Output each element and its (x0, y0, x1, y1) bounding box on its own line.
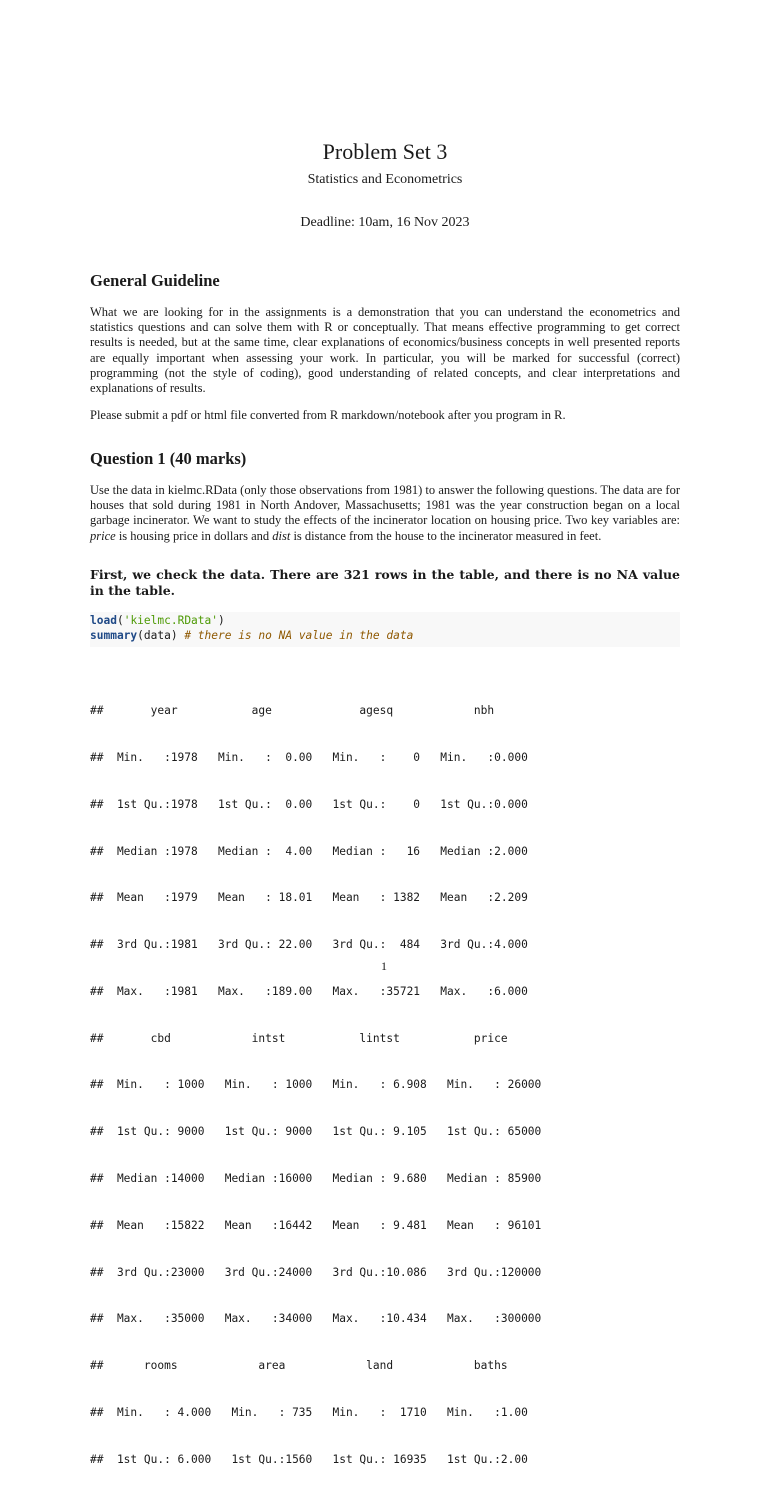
output-line: ## 3rd Qu.:23000 3rd Qu.:24000 3rd Qu.:10.086 3rd Qu.:120000 (90, 1265, 555, 1279)
code-line-load: load('kielmc.RData') (90, 614, 225, 627)
intro-text-2: is housing price in dollars and (115, 528, 273, 543)
guideline-paragraph: What we are looking for in the assignments is a demonstration that you can understand the econometrics and statistics questions and can solve them with R or conceptually. That means effective programming to get correct results is needed, but at the same time, clear explanations of economics/business concepts in well presented reports are equally important when assessing your work. In particular, you will be marked for successful (correct) programming (not the style of coding), good understanding of related concepts, and clear interpretations and explanations of results. (90, 305, 680, 396)
intro-text-1: Use the data in kielmc.RData (only those observations from 1981) to answer the following questions. The data are for houses that sold during 1981 in North Andover, Massachusetts; 1981 was the year construction began on a local garbage incinerator. We want to study the effects of the incinerator location on housing price. Two key variables are: (90, 483, 680, 528)
output-line: ## Max. :1981 Max. :189.00 Max. :35721 Max. :6.000 (90, 984, 542, 998)
question1-intro (90, 483, 680, 544)
output-line: ## 3rd Qu.:1981 3rd Qu.: 22.00 3rd Qu.: 484 3rd Qu.:4.000 (90, 938, 542, 952)
dist-variable: dist (272, 528, 291, 543)
intro-text-3: is distance from the house to the incinerator measured in feet. (290, 528, 602, 543)
output-line: ## Mean :15822 Mean :16442 Mean : 9.481 Mean : 96101 (90, 1218, 555, 1232)
code-comment: # there is no NA value in the data (184, 629, 414, 642)
data-check-statement: First, we check the data. There are 321 rows in the table, and there is no NA value in the table. (90, 567, 680, 598)
output-line: ## year age agesq nbh (90, 704, 542, 718)
output-line: ## Min. : 4.000 Min. : 735 Min. : 1710 Min. :1.00 (90, 1405, 542, 1419)
document-title: Problem Set 3 (322, 139, 448, 164)
output-line: ## 1st Qu.: 9000 1st Qu.: 9000 1st Qu.: 9.105 1st Qu.: 65000 (90, 1125, 555, 1139)
output-line: ## Median :14000 Median :16000 Median : 9.680 Median : 85900 (90, 1172, 555, 1185)
submission-instruction: Please submit a pdf or html file converted from R markdown/notebook after you program in R. (90, 408, 566, 422)
load-function: load (90, 614, 117, 627)
output-line: ## Max. :35000 Max. :34000 Max. :10.434 Max. :300000 (90, 1312, 555, 1326)
page-number: 1 (381, 959, 387, 973)
summary-output (90, 672, 555, 1498)
code-line-summary: summary(data) # there is no NA value in the data (90, 629, 414, 642)
filename-string: 'kielmc.RData' (123, 614, 218, 627)
output-line: ## Mean :1979 Mean : 18.01 Mean : 1382 Mean :2.209 (90, 891, 542, 905)
general-guideline-heading: General Guideline (90, 271, 220, 290)
output-line: ## Median :1978 Median : 4.00 Median : 16 Median :2.000 (90, 844, 542, 858)
output-line: ## 1st Qu.:1978 1st Qu.: 0.00 1st Qu.: 0 1st Qu.:0.000 (90, 797, 542, 811)
r-code-block (90, 612, 680, 647)
document-subtitle: Statistics and Econometrics (307, 172, 463, 187)
output-line: ## Min. :1978 Min. : 0.00 Min. : 0 Min. :0.000 (90, 750, 542, 764)
output-line: ## rooms area land baths (90, 1359, 542, 1373)
price-variable: price (90, 528, 116, 543)
output-line: ## Min. : 1000 Min. : 1000 Min. : 6.908 Min. : 26000 (90, 1078, 555, 1092)
output-line: ## cbd intst lintst price (90, 1031, 555, 1045)
question1-heading: Question 1 (40 marks) (90, 449, 247, 468)
deadline-text: Deadline: 10am, 16 Nov 2023 (300, 215, 470, 230)
summary-function: summary (90, 629, 138, 642)
output-line: ## 1st Qu.: 6.000 1st Qu.:1560 1st Qu.: 16935 1st Qu.:2.00 (90, 1452, 542, 1466)
